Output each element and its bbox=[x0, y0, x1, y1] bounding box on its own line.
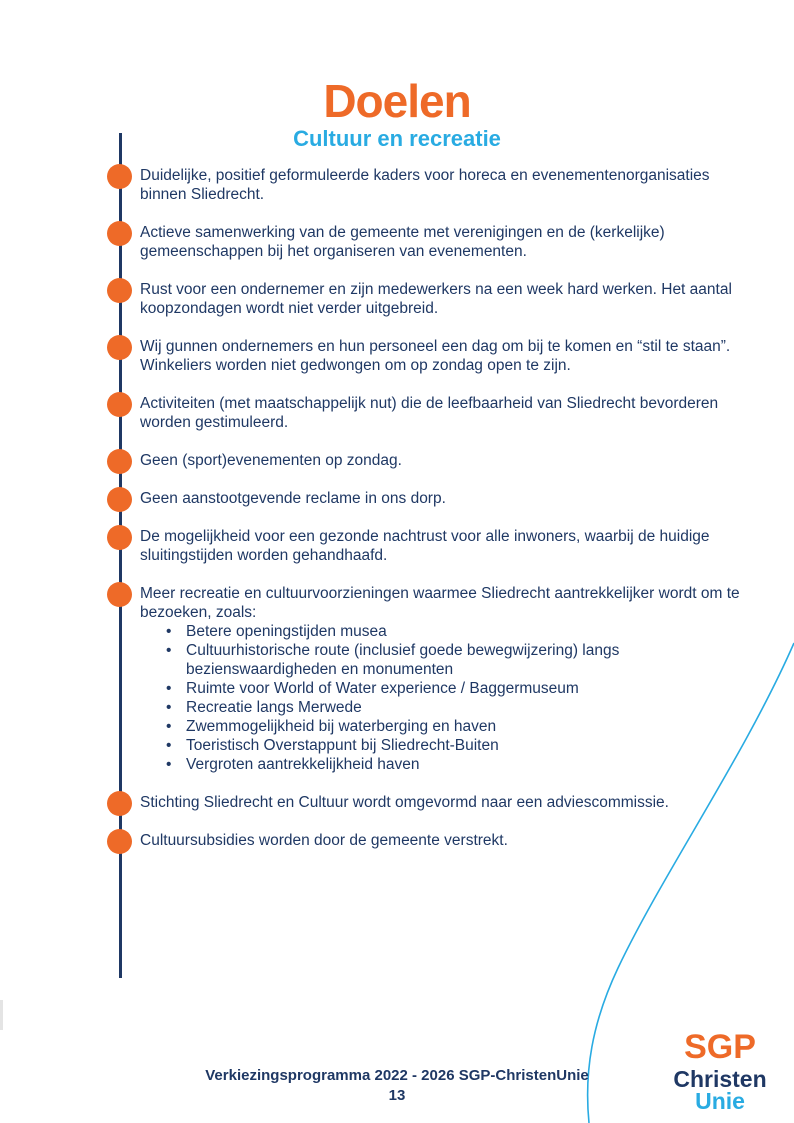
bullet-text: Geen aanstootgevende reclame in ons dorp. bbox=[140, 490, 446, 507]
unie-logo-text: Unie bbox=[695, 1088, 745, 1114]
bullet-icon bbox=[107, 278, 132, 303]
bullet-icon bbox=[107, 582, 132, 607]
bullet-text: De mogelijkheid voor een gezonde nachtrust voor alle inwoners, waarbij de huidige sluitingstijden worden gehandhaafd. bbox=[140, 528, 710, 564]
sub-bullet-item: • Toeristisch Overstappunt bij Sliedrecht-Buiten bbox=[166, 736, 755, 755]
bullet-item bbox=[140, 527, 755, 565]
footer-text: Verkiezingsprogramma 2022 - 2026 SGP-ChristenUnie bbox=[205, 1067, 589, 1084]
bullet-list bbox=[140, 166, 755, 869]
sub-bullet-item: • Vergroten aantrekkelijkheid haven bbox=[166, 755, 755, 774]
page-subtitle: Cultuur en recreatie bbox=[293, 126, 501, 151]
christen-logo-text: Christen bbox=[673, 1066, 767, 1092]
bullet-text: Wij gunnen ondernemers en hun personeel een dag om bij te komen en “stil te staan”. Winkeliers worden niet gedwongen om op zondag open te zijn. bbox=[140, 338, 731, 374]
bullet-item bbox=[140, 793, 755, 812]
bullet-text: Actieve samenwerking van de gemeente met verenigingen en de (kerkelijke) gemeenschappen bij het organiseren van evenementen. bbox=[140, 224, 665, 260]
bullet-text: Duidelijke, positief geformuleerde kaders voor horeca en evenementenorganisaties binnen Sliedrecht. bbox=[140, 167, 710, 203]
bullet-icon bbox=[107, 449, 132, 474]
bullet-icon bbox=[107, 791, 132, 816]
sub-bullet-item: • Betere openingstijden musea bbox=[166, 622, 755, 641]
page-title: Doelen bbox=[323, 75, 471, 127]
bullet-icon bbox=[107, 221, 132, 246]
bullet-item bbox=[140, 280, 755, 318]
page-number: 13 bbox=[388, 1087, 406, 1104]
bullet-icon bbox=[107, 487, 132, 512]
bullet-item bbox=[140, 223, 755, 261]
bullet-item bbox=[140, 451, 755, 470]
bullet-item bbox=[140, 489, 755, 508]
bullet-icon bbox=[107, 525, 132, 550]
bullet-item bbox=[140, 166, 755, 204]
sgp-logo-text: SGP bbox=[684, 1028, 756, 1066]
bullet-text: Rust voor een ondernemer en zijn medewerkers na een week hard werken. Het aantal koopzondagen wordt niet verder uitgebreid. bbox=[140, 281, 732, 317]
sub-bullet-item: • Cultuurhistorische route (inclusief goede bewegwijzering) langs bezienswaardigheden en monumenten bbox=[166, 641, 755, 679]
sub-bullet-item: • Recreatie langs Merwede bbox=[166, 698, 755, 717]
sgp-christenunie-logo bbox=[662, 1030, 778, 1112]
bullet-icon bbox=[107, 164, 132, 189]
bullet-item bbox=[140, 584, 755, 774]
sub-bullet-list bbox=[140, 622, 755, 774]
bullet-item bbox=[140, 831, 755, 850]
bullet-text: Geen (sport)evenementen op zondag. bbox=[140, 452, 402, 469]
bullet-text: Meer recreatie en cultuurvoorzieningen waarmee Sliedrecht aantrekkelijker wordt om te bezoeken, zoals: bbox=[140, 585, 740, 621]
sub-bullet-item: • Zwemmogelijkheid bij waterberging en haven bbox=[166, 717, 755, 736]
bullet-icon bbox=[107, 335, 132, 360]
bullet-text: Activiteiten (met maatschappelijk nut) die de leefbaarheid van Sliedrecht bevorderen worden gestimuleerd. bbox=[140, 395, 719, 431]
sub-bullet-item: • Ruimte voor World of Water experience / Baggermuseum bbox=[166, 679, 755, 698]
bullet-item bbox=[140, 337, 755, 375]
bullet-text: Stichting Sliedrecht en Cultuur wordt omgevormd naar een adviescommissie. bbox=[140, 794, 669, 811]
bullet-icon bbox=[107, 392, 132, 417]
bullet-icon bbox=[107, 829, 132, 854]
page-edge-artifact bbox=[0, 1000, 3, 1030]
bullet-text: Cultuursubsidies worden door de gemeente verstrekt. bbox=[140, 832, 508, 849]
bullet-item bbox=[140, 394, 755, 432]
